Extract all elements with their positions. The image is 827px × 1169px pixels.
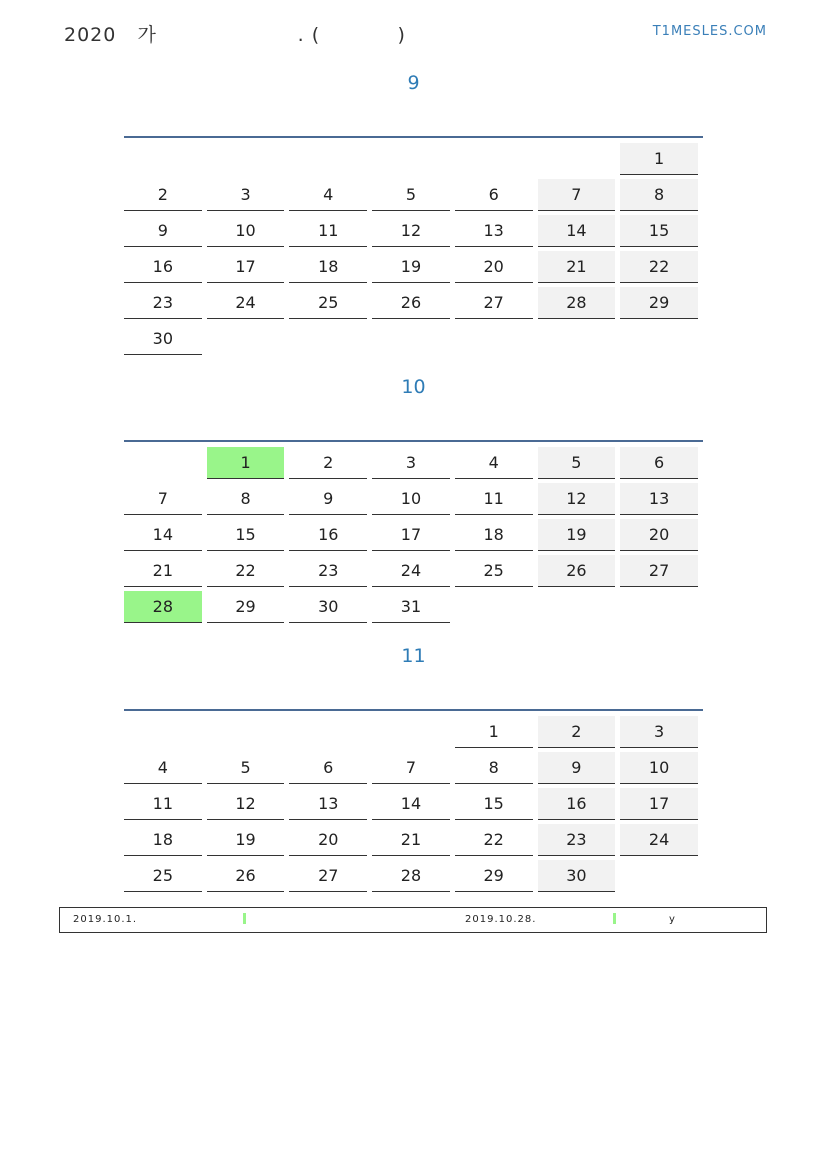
calendar-day-slot — [538, 139, 621, 175]
calendar-day-slot — [207, 587, 290, 623]
month-title-november: 11 — [401, 645, 426, 667]
calendar-day[interactable]: 8 — [620, 179, 698, 211]
calendar-day-slot — [620, 551, 703, 587]
calendar-day[interactable]: 27 — [620, 555, 698, 587]
calendar-day-slot — [289, 712, 372, 748]
calendar-day[interactable]: 12 — [372, 215, 450, 247]
calendar-day-slot — [455, 247, 538, 283]
calendar-day-slot — [289, 211, 372, 247]
calendar-day-slot — [455, 283, 538, 319]
calendar-day-slot — [372, 784, 455, 820]
calendar-day-slot — [289, 748, 372, 784]
calendar-day-slot — [455, 820, 538, 856]
calendar-day-slot — [455, 551, 538, 587]
calendar-day[interactable]: 22 — [207, 555, 285, 587]
calendar-day-slot — [124, 211, 207, 247]
calendar-day[interactable]: 10 — [207, 215, 285, 247]
calendar-day-slot — [289, 820, 372, 856]
calendar-day[interactable]: 26 — [372, 287, 450, 319]
calendar-day[interactable]: 31 — [372, 591, 450, 623]
calendar-day[interactable]: 14 — [124, 519, 202, 551]
calendar-week-row — [124, 247, 703, 283]
calendar-day-slot — [289, 784, 372, 820]
calendar-day-slot — [372, 551, 455, 587]
calendar-day-slot — [455, 479, 538, 515]
legend-date-2: 2019.10.28. — [465, 914, 537, 925]
calendar-day[interactable]: 3 — [620, 716, 698, 748]
calendar-week-row — [124, 784, 703, 820]
calendar-day[interactable]: 13 — [620, 483, 698, 515]
calendar-day[interactable]: 16 — [289, 519, 367, 551]
calendar-empty-cell — [538, 323, 616, 355]
calendar-week-row — [124, 175, 703, 211]
calendar-day-slot — [372, 443, 455, 479]
calendar-grid — [124, 712, 703, 892]
calendar-day-slot — [620, 748, 703, 784]
calendar-day-slot — [372, 211, 455, 247]
calendar-day-slot — [207, 247, 290, 283]
calendar-day[interactable]: 26 — [538, 555, 616, 587]
calendar-day-slot — [372, 856, 455, 892]
calendar-day[interactable]: 23 — [289, 555, 367, 587]
calendar-day-slot — [455, 587, 538, 623]
calendar-empty-cell — [289, 323, 367, 355]
calendar-day-slot — [207, 856, 290, 892]
calendar-grid — [124, 443, 703, 623]
calendar-day-slot — [620, 139, 703, 175]
calendar-week-row — [124, 443, 703, 479]
calendar-day[interactable]: 26 — [207, 860, 285, 892]
calendar-day[interactable]: 10 — [372, 483, 450, 515]
calendar-day-slot — [620, 175, 703, 211]
calendar-day-slot — [538, 443, 621, 479]
calendar-day[interactable]: 18 — [455, 519, 533, 551]
calendar-day[interactable]: 24 — [207, 287, 285, 319]
calendar-day[interactable]: 2 — [538, 716, 616, 748]
calendar-day[interactable]: 12 — [207, 788, 285, 820]
calendar-day[interactable]: 7 — [372, 752, 450, 784]
calendar-day-slot — [538, 319, 621, 355]
calendar-day[interactable]: 29 — [620, 287, 698, 319]
calendar-day[interactable]: 3 — [372, 447, 450, 479]
calendar-day[interactable]: 20 — [289, 824, 367, 856]
calendar-empty-cell — [538, 143, 616, 175]
calendar-day-slot — [207, 551, 290, 587]
calendar-empty-cell — [289, 716, 367, 748]
calendar-week-row — [124, 283, 703, 319]
calendar-day-slot — [455, 712, 538, 748]
calendar-day[interactable]: 6 — [289, 752, 367, 784]
calendar-empty-cell — [455, 591, 533, 623]
calendar-day[interactable]: 11 — [455, 483, 533, 515]
calendar-day-slot — [620, 283, 703, 319]
calendar-day-slot — [620, 784, 703, 820]
calendar-day-slot — [538, 820, 621, 856]
calendar-day-slot — [455, 175, 538, 211]
calendar-day[interactable]: 29 — [207, 591, 285, 623]
calendar-day[interactable]: 28 — [372, 860, 450, 892]
calendar-day[interactable]: 18 — [124, 824, 202, 856]
calendar-day[interactable]: 16 — [538, 788, 616, 820]
calendar-day-slot — [372, 712, 455, 748]
calendar-empty-cell — [620, 591, 698, 623]
calendar-day-slot — [289, 856, 372, 892]
calendar-day-slot — [538, 712, 621, 748]
calendar-day-slot — [289, 319, 372, 355]
calendar-week-row — [124, 515, 703, 551]
calendar-empty-cell — [207, 143, 285, 175]
calendar-day-slot — [289, 551, 372, 587]
calendar-day-slot — [124, 820, 207, 856]
site-link[interactable]: T1MESLES.COM — [652, 24, 767, 39]
legend-label-3: y — [669, 914, 676, 925]
calendar-day-slot — [620, 712, 703, 748]
calendar-empty-cell — [455, 323, 533, 355]
calendar-day-slot — [455, 748, 538, 784]
calendar-day[interactable]: 16 — [124, 251, 202, 283]
calendar-day-slot — [124, 175, 207, 211]
calendar-day[interactable]: 15 — [207, 519, 285, 551]
calendar-day[interactable]: 13 — [455, 215, 533, 247]
calendar-day[interactable]: 8 — [455, 752, 533, 784]
calendar-day-slot — [207, 443, 290, 479]
calendar-empty-cell — [124, 716, 202, 748]
calendar-day[interactable]: 1 — [207, 447, 285, 479]
calendar-day[interactable]: 11 — [124, 788, 202, 820]
calendar-day[interactable]: 14 — [372, 788, 450, 820]
calendar-day[interactable]: 3 — [207, 179, 285, 211]
calendar-day[interactable]: 28 — [124, 591, 202, 623]
calendar-top-rule — [124, 440, 703, 442]
calendar-week-row — [124, 587, 703, 623]
calendar-day-slot — [207, 712, 290, 748]
calendar-day[interactable]: 9 — [124, 215, 202, 247]
calendar-day-slot — [207, 175, 290, 211]
calendar-week-row — [124, 712, 703, 748]
calendar-day[interactable]: 4 — [289, 179, 367, 211]
calendar-day-slot — [372, 175, 455, 211]
calendar-day-slot — [538, 551, 621, 587]
calendar-day[interactable]: 30 — [289, 591, 367, 623]
calendar-day-slot — [455, 856, 538, 892]
calendar-day-slot — [289, 443, 372, 479]
calendar-day-slot — [289, 515, 372, 551]
calendar-day[interactable]: 4 — [455, 447, 533, 479]
calendar-day-slot — [620, 515, 703, 551]
calendar-day[interactable]: 2 — [289, 447, 367, 479]
calendar-day-slot — [207, 139, 290, 175]
calendar-day[interactable]: 10 — [620, 752, 698, 784]
calendar-day[interactable]: 30 — [124, 323, 202, 355]
calendar-week-row — [124, 820, 703, 856]
calendar-day[interactable]: 18 — [289, 251, 367, 283]
calendar-day[interactable]: 8 — [207, 483, 285, 515]
calendar-day-slot — [207, 748, 290, 784]
calendar-day[interactable]: 23 — [124, 287, 202, 319]
calendar-day-slot — [124, 551, 207, 587]
calendar-week-row — [124, 211, 703, 247]
calendar-day-slot — [372, 139, 455, 175]
calendar-day[interactable]: 17 — [207, 251, 285, 283]
calendar-week-row — [124, 479, 703, 515]
calendar-day-slot — [372, 479, 455, 515]
calendar-week-row — [124, 319, 703, 355]
calendar-day-slot — [289, 247, 372, 283]
calendar-day[interactable]: 9 — [538, 752, 616, 784]
calendar-day-slot — [124, 283, 207, 319]
page-header — [64, 20, 767, 46]
calendar-day-slot — [124, 247, 207, 283]
calendar-empty-cell — [207, 716, 285, 748]
calendar-day[interactable]: 2 — [124, 179, 202, 211]
calendar-day[interactable]: 4 — [124, 752, 202, 784]
calendar-empty-cell — [372, 143, 450, 175]
calendar-day[interactable]: 23 — [538, 824, 616, 856]
calendar-empty-cell — [124, 447, 202, 479]
calendar-grid — [124, 139, 703, 355]
calendar-day[interactable]: 28 — [538, 287, 616, 319]
calendar-day[interactable]: 27 — [289, 860, 367, 892]
month-title-september: 9 — [407, 72, 420, 94]
holiday-legend — [59, 907, 767, 933]
calendar-day[interactable]: 24 — [620, 824, 698, 856]
calendar-day-slot — [124, 319, 207, 355]
calendar-day[interactable]: 9 — [289, 483, 367, 515]
calendar-top-rule — [124, 136, 703, 138]
calendar-empty-cell — [207, 323, 285, 355]
calendar-day[interactable]: 17 — [620, 788, 698, 820]
calendar-empty-cell — [538, 591, 616, 623]
calendar-day-slot — [372, 748, 455, 784]
calendar-day-slot — [207, 211, 290, 247]
calendar-day-slot — [372, 820, 455, 856]
calendar-day-slot — [372, 283, 455, 319]
calendar-day[interactable]: 19 — [207, 824, 285, 856]
calendar-day-slot — [289, 283, 372, 319]
calendar-day-slot — [620, 319, 703, 355]
calendar-day[interactable]: 21 — [372, 824, 450, 856]
calendar-day-slot — [620, 211, 703, 247]
calendar-day[interactable]: 14 — [538, 215, 616, 247]
calendar-day[interactable]: 19 — [372, 251, 450, 283]
calendar-day[interactable]: 27 — [455, 287, 533, 319]
calendar-day-slot — [455, 515, 538, 551]
calendar-day-slot — [124, 515, 207, 551]
calendar-day-slot — [124, 748, 207, 784]
calendar-day[interactable]: 21 — [124, 555, 202, 587]
calendar-day[interactable]: 24 — [372, 555, 450, 587]
calendar-day-slot — [538, 784, 621, 820]
calendar-day-slot — [538, 515, 621, 551]
calendar-day[interactable]: 21 — [538, 251, 616, 283]
calendar-week-row — [124, 748, 703, 784]
calendar-day-slot — [124, 139, 207, 175]
calendar-day[interactable]: 1 — [455, 716, 533, 748]
calendar-empty-cell — [455, 143, 533, 175]
calendar-day-slot — [372, 319, 455, 355]
calendar-day[interactable]: 20 — [620, 519, 698, 551]
calendar-day-slot — [620, 856, 703, 892]
calendar-day-slot — [372, 587, 455, 623]
calendar-day-slot — [124, 443, 207, 479]
calendar-day[interactable]: 5 — [372, 179, 450, 211]
calendar-day-slot — [455, 443, 538, 479]
calendar-day-slot — [124, 856, 207, 892]
calendar-day-slot — [620, 247, 703, 283]
legend-date-1: 2019.10.1. — [73, 914, 138, 925]
calendar-day[interactable]: 19 — [538, 519, 616, 551]
calendar-day-slot — [124, 587, 207, 623]
calendar-day[interactable]: 29 — [455, 860, 533, 892]
calendar-day[interactable]: 30 — [538, 860, 616, 892]
legend-holiday-marker-1 — [243, 913, 246, 924]
calendar-day-slot — [207, 479, 290, 515]
calendar-day[interactable]: 5 — [538, 447, 616, 479]
calendar-day-slot — [124, 712, 207, 748]
calendar-day[interactable]: 25 — [124, 860, 202, 892]
calendar-empty-cell — [289, 143, 367, 175]
calendar-empty-cell — [372, 323, 450, 355]
calendar-day-slot — [372, 515, 455, 551]
calendar-day-slot — [207, 283, 290, 319]
calendar-day-slot — [207, 319, 290, 355]
calendar-day[interactable]: 20 — [455, 251, 533, 283]
calendar-day-slot — [124, 784, 207, 820]
calendar-day[interactable]: 17 — [372, 519, 450, 551]
calendar-day-slot — [207, 515, 290, 551]
calendar-day-slot — [620, 479, 703, 515]
legend-holiday-marker-2 — [613, 913, 616, 924]
calendar-day[interactable]: 15 — [620, 215, 698, 247]
calendar-day[interactable]: 25 — [455, 555, 533, 587]
calendar-day-slot — [620, 820, 703, 856]
calendar-day-slot — [538, 247, 621, 283]
calendar-day-slot — [455, 784, 538, 820]
calendar-day[interactable]: 7 — [124, 483, 202, 515]
page-title: 2020 가 . ( ) — [64, 24, 406, 46]
calendar-day-slot — [372, 247, 455, 283]
calendar-week-row — [124, 551, 703, 587]
calendar-day-slot — [207, 820, 290, 856]
calendar-day-slot — [538, 856, 621, 892]
calendar-day-slot — [289, 175, 372, 211]
calendar-week-row — [124, 139, 703, 175]
calendar-day[interactable]: 5 — [207, 752, 285, 784]
calendar-day-slot — [538, 587, 621, 623]
calendar-empty-cell — [124, 143, 202, 175]
calendar-day-slot — [620, 443, 703, 479]
calendar-week-row — [124, 856, 703, 892]
calendar-day-slot — [620, 587, 703, 623]
calendar-empty-cell — [620, 323, 698, 355]
calendar-day[interactable]: 13 — [289, 788, 367, 820]
calendar-day[interactable]: 15 — [455, 788, 533, 820]
calendar-day-slot — [538, 748, 621, 784]
calendar-day-slot — [538, 175, 621, 211]
calendar-day-slot — [538, 211, 621, 247]
calendar-day-slot — [124, 479, 207, 515]
calendar-empty-cell — [372, 716, 450, 748]
calendar-day-slot — [538, 479, 621, 515]
calendar-empty-cell — [620, 860, 698, 892]
calendar-day[interactable]: 22 — [455, 824, 533, 856]
calendar-day-slot — [455, 139, 538, 175]
calendar-day[interactable]: 6 — [455, 179, 533, 211]
calendar-day[interactable]: 12 — [538, 483, 616, 515]
calendar-day[interactable]: 1 — [620, 143, 698, 175]
calendar-day-slot — [289, 587, 372, 623]
calendar-day-slot — [207, 784, 290, 820]
calendar-day[interactable]: 22 — [620, 251, 698, 283]
calendar-day[interactable]: 25 — [289, 287, 367, 319]
calendar-day-slot — [289, 479, 372, 515]
calendar-day-slot — [538, 283, 621, 319]
calendar-day-slot — [289, 139, 372, 175]
calendar-day-slot — [455, 211, 538, 247]
calendar-day[interactable]: 7 — [538, 179, 616, 211]
calendar-day[interactable]: 11 — [289, 215, 367, 247]
month-title-october: 10 — [401, 376, 426, 398]
calendar-day-slot — [455, 319, 538, 355]
calendar-top-rule — [124, 709, 703, 711]
calendar-day[interactable]: 6 — [620, 447, 698, 479]
